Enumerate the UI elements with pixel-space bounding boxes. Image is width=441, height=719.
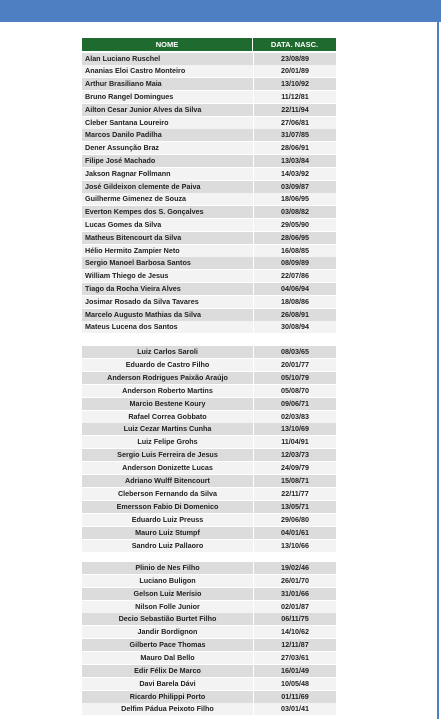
table-row	[82, 91, 336, 103]
cell-name: Delfim Pádua Peixoto Filho	[82, 703, 254, 715]
cell-name: Decio Sebastião Burtet Filho	[82, 613, 254, 625]
table-row	[82, 436, 336, 448]
cell-date: 08/09/89	[254, 257, 336, 269]
table-row	[82, 309, 336, 321]
cell-name: Plinio de Nes Filho	[82, 562, 254, 574]
cell-date: 06/11/75	[254, 613, 336, 625]
cell-name: Nilson Folle Junior	[82, 601, 254, 613]
cell-name: Adriano Wulff Bitencourt	[82, 475, 254, 487]
table-row	[82, 703, 336, 715]
cell-date: 28/06/91	[254, 142, 336, 154]
cell-name: Jandir Bordignon	[82, 626, 254, 638]
table-row	[82, 65, 336, 77]
cell-name: Eduardo de Castro Filho	[82, 359, 254, 371]
cell-date: 03/01/41	[254, 703, 336, 715]
table-row	[82, 142, 336, 154]
table-row	[82, 372, 336, 384]
table-row	[82, 423, 336, 435]
table-row	[82, 588, 336, 600]
cell-name: Dener Assunção Braz	[82, 142, 254, 154]
table-row	[82, 665, 336, 677]
cell-date: 05/08/70	[254, 385, 336, 397]
cell-name: Ricardo Philippi Porto	[82, 691, 254, 703]
cell-name: Edir Félix De Marco	[82, 665, 254, 677]
cell-date: 30/08/94	[254, 321, 336, 333]
cell-name: José Gildeixon clemente de Paiva	[82, 181, 254, 193]
cell-name: Rafael Correa Gobbato	[82, 411, 254, 423]
table-row	[82, 501, 336, 513]
right-border	[437, 22, 439, 719]
cell-date: 31/07/85	[254, 129, 336, 141]
cell-name: Filipe José Machado	[82, 155, 254, 167]
cell-date: 29/05/90	[254, 219, 336, 231]
cell-name: Luciano Buligon	[82, 575, 254, 587]
cell-date: 05/10/79	[254, 372, 336, 384]
cell-name: Everton Kempes dos S. Gonçalves	[82, 206, 254, 218]
cell-date: 16/08/85	[254, 245, 336, 257]
cell-date: 03/09/87	[254, 181, 336, 193]
cell-date: 08/03/65	[254, 346, 336, 358]
cell-date: 11/04/91	[254, 436, 336, 448]
cell-name: Alan Luciano Ruschel	[82, 53, 254, 65]
table-row	[82, 168, 336, 180]
cell-date: 27/06/81	[254, 117, 336, 129]
table-row	[82, 283, 336, 295]
table-row	[82, 411, 336, 423]
cell-name: Luiz Cezar Martins Cunha	[82, 423, 254, 435]
table-row	[82, 219, 336, 231]
cell-date: 22/07/86	[254, 270, 336, 282]
cell-date: 26/08/91	[254, 309, 336, 321]
table-row	[82, 462, 336, 474]
cell-name: Anderson Roberto Martins	[82, 385, 254, 397]
cell-date: 12/03/73	[254, 449, 336, 461]
cell-name: Marcelo Augusto Mathias da Silva	[82, 309, 254, 321]
cell-name: Gelson Luiz Merísio	[82, 588, 254, 600]
cell-name: Sergio Manoel Barbosa Santos	[82, 257, 254, 269]
cell-name: Mauro Dal Bello	[82, 652, 254, 664]
table-row	[82, 678, 336, 690]
table-header	[82, 38, 336, 51]
cell-name: Cleber Santana Loureiro	[82, 117, 254, 129]
cell-name: Mauro Luiz Stumpf	[82, 527, 254, 539]
cell-name: Hélio Hermito Zampier Neto	[82, 245, 254, 257]
table-row	[82, 270, 336, 282]
table-row	[82, 321, 336, 333]
cell-date: 27/03/61	[254, 652, 336, 664]
table-row	[82, 385, 336, 397]
table-row	[82, 613, 336, 625]
cell-name: Cleberson Fernando da Silva	[82, 488, 254, 500]
cell-name: Davi Barela Dávi	[82, 678, 254, 690]
table-row	[82, 129, 336, 141]
cell-date: 24/09/79	[254, 462, 336, 474]
cell-date: 02/03/83	[254, 411, 336, 423]
table-row	[82, 449, 336, 461]
table-row	[82, 155, 336, 167]
cell-name: Marcos Danilo Padilha	[82, 129, 254, 141]
cell-name: Bruno Rangel Domingues	[82, 91, 254, 103]
table-row	[82, 181, 336, 193]
cell-date: 18/06/95	[254, 193, 336, 205]
cell-name: Guilherme Gimenez de Souza	[82, 193, 254, 205]
cell-name: Mateus Lucena dos Santos	[82, 321, 254, 333]
cell-date: 09/06/71	[254, 398, 336, 410]
cell-name: Sergio Luis Ferreira de Jesus	[82, 449, 254, 461]
cell-date: 13/10/69	[254, 423, 336, 435]
cell-name: Josimar Rosado da Silva Tavares	[82, 296, 254, 308]
table-row	[82, 257, 336, 269]
table-row	[82, 206, 336, 218]
cell-date: 16/01/49	[254, 665, 336, 677]
cell-name: Luiz Carlos Saroli	[82, 346, 254, 358]
cell-name: William Thiego de Jesus	[82, 270, 254, 282]
table-row	[82, 475, 336, 487]
table-row	[82, 398, 336, 410]
table-row	[82, 104, 336, 116]
cell-date: 12/11/87	[254, 639, 336, 651]
cell-date: 20/01/77	[254, 359, 336, 371]
cell-date: 23/08/89	[254, 53, 336, 65]
cell-date: 14/10/62	[254, 626, 336, 638]
cell-date: 14/03/92	[254, 168, 336, 180]
cell-name: Gilberto Pace Thomas	[82, 639, 254, 651]
cell-name: Marcio Bestene Koury	[82, 398, 254, 410]
cell-name: Tiago da Rocha Vieira Alves	[82, 283, 254, 295]
table-row	[82, 117, 336, 129]
cell-name: Arthur Brasiliano Maia	[82, 78, 254, 90]
cell-name: Anderson Rodrigues Paixão Araújo	[82, 372, 254, 384]
cell-date: 13/05/71	[254, 501, 336, 513]
cell-name: Eduardo Luiz Preuss	[82, 514, 254, 526]
cell-date: 18/08/86	[254, 296, 336, 308]
header-name: NOME	[82, 38, 253, 51]
table-row	[82, 296, 336, 308]
table-row	[82, 540, 336, 552]
table-row	[82, 488, 336, 500]
cell-name: Lucas Gomes da Silva	[82, 219, 254, 231]
cell-date: 13/10/92	[254, 78, 336, 90]
cell-name: Anderson Donizette Lucas	[82, 462, 254, 474]
cell-date: 31/01/66	[254, 588, 336, 600]
header-date: DATA. NASC.	[253, 38, 336, 51]
table-row	[82, 691, 336, 703]
cell-date: 03/08/82	[254, 206, 336, 218]
table-row	[82, 514, 336, 526]
table-row	[82, 626, 336, 638]
cell-name: Luiz Felipe Grohs	[82, 436, 254, 448]
table-row	[82, 53, 336, 65]
cell-date: 20/01/89	[254, 65, 336, 77]
cell-date: 19/02/46	[254, 562, 336, 574]
table-row	[82, 78, 336, 90]
cell-date: 01/11/69	[254, 691, 336, 703]
cell-name: Ananias Eloi Castro Monteiro	[82, 65, 254, 77]
cell-name: Jakson Ragnar Follmann	[82, 168, 254, 180]
cell-date: 13/03/84	[254, 155, 336, 167]
table-row	[82, 652, 336, 664]
cell-date: 29/06/80	[254, 514, 336, 526]
table-row	[82, 527, 336, 539]
table-row	[82, 575, 336, 587]
cell-date: 22/11/94	[254, 104, 336, 116]
cell-name: Matheus Bitencourt da Silva	[82, 232, 254, 244]
table-row	[82, 346, 336, 358]
cell-date: 13/10/66	[254, 540, 336, 552]
cell-date: 02/01/87	[254, 601, 336, 613]
cell-name: Ailton Cesar Junior Alves da Silva	[82, 104, 254, 116]
table-row	[82, 562, 336, 574]
cell-name: Sandro Luiz Pallaoro	[82, 540, 254, 552]
cell-date: 26/01/70	[254, 575, 336, 587]
cell-date: 28/06/95	[254, 232, 336, 244]
corner-mark	[333, 26, 349, 35]
cell-date: 04/06/94	[254, 283, 336, 295]
table-row	[82, 193, 336, 205]
cell-date: 22/11/77	[254, 488, 336, 500]
table-row	[82, 359, 336, 371]
table-row	[82, 245, 336, 257]
cell-date: 11/12/81	[254, 91, 336, 103]
cell-name: Emersson Fabio Di Domenico	[82, 501, 254, 513]
cell-date: 10/05/48	[254, 678, 336, 690]
table-row	[82, 232, 336, 244]
cell-date: 04/01/61	[254, 527, 336, 539]
table-row	[82, 601, 336, 613]
table-row	[82, 639, 336, 651]
cell-date: 15/08/71	[254, 475, 336, 487]
top-banner	[0, 0, 441, 22]
